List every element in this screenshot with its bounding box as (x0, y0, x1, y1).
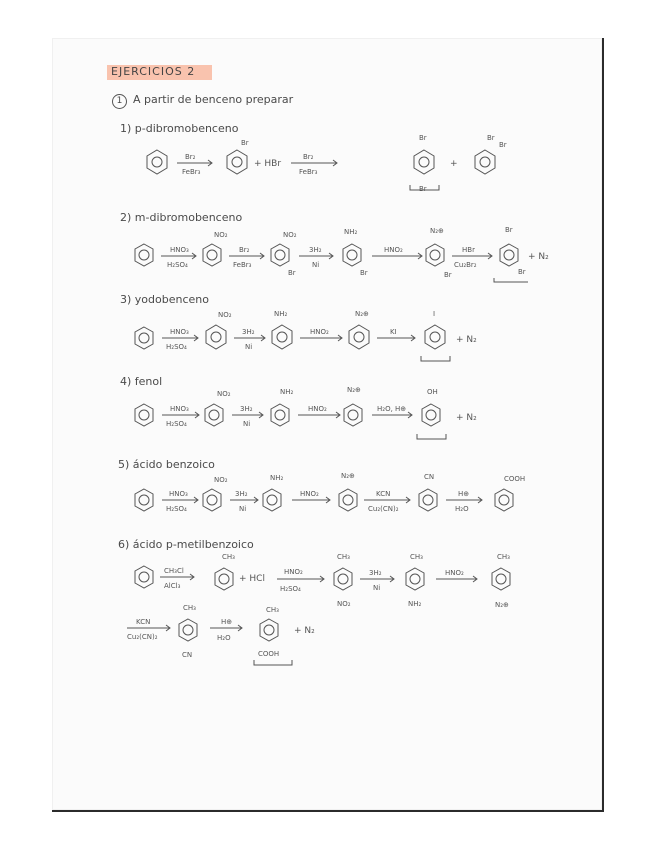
reagent-bottom: FeBr₃ (233, 261, 252, 269)
substituent-label: CH₃ (222, 553, 235, 561)
benzene-ring (205, 404, 223, 426)
reagent-top: 3H₂ (242, 328, 255, 336)
byproduct-label: + N₂ (456, 413, 477, 423)
reagent-top: HNO₃ (170, 405, 189, 413)
substituent-label: N₂⊕ (355, 310, 369, 318)
reagent-bottom: H₂SO₄ (166, 343, 187, 351)
benzene-ring (334, 568, 352, 590)
section-2-heading: 2) m-dibromobenceno (120, 211, 243, 224)
substituent-label: CH₃ (497, 553, 510, 561)
benzene-ring (271, 244, 289, 266)
section-4-heading: 4) fenol (120, 375, 163, 388)
substituent-label: COOH (504, 475, 526, 483)
reagent-top: CH₃Cl (164, 567, 184, 575)
benzene-ring (135, 489, 153, 511)
product-bracket (421, 356, 450, 361)
benzene-ring (147, 150, 167, 174)
plus-sign: + (450, 159, 458, 169)
substituent-label: CH₃ (266, 606, 279, 614)
substituent-label: Br (241, 139, 249, 147)
benzene-ring (492, 568, 510, 590)
reagent-top: H⊕ (458, 490, 470, 498)
substituent-label: NH₂ (280, 388, 294, 396)
substituent-label: N₂⊕ (430, 227, 444, 235)
reagent-bottom: Cu₂(CN)₂ (368, 505, 399, 513)
reagent-bottom: H₂SO₄ (167, 261, 188, 269)
reagent-top: 3H₂ (369, 569, 382, 577)
substituent-label: NO₂ (283, 231, 297, 239)
byproduct-label: + HCl (239, 574, 265, 584)
benzene-ring (135, 566, 153, 588)
substituent-label: Br (487, 134, 495, 142)
substituent-label: Br (499, 141, 507, 149)
reagent-top: HNO₃ (170, 246, 189, 254)
substituent-label: N₂⊕ (347, 386, 361, 394)
benzene-ring (414, 150, 434, 174)
substituent-label: Br (419, 134, 427, 142)
reagent-top: HBr (462, 246, 475, 254)
section-6-heading: 6) ácido p-metilbenzoico (118, 538, 254, 551)
byproduct-label: + HBr (254, 159, 282, 169)
reagent-top: H⊕ (221, 618, 233, 626)
reagent-bottom: H₂SO₄ (166, 505, 187, 513)
substituent-label: NO₂ (217, 390, 231, 398)
exercise-intro (112, 93, 293, 109)
benzene-ring (406, 568, 424, 590)
page-title: EJERCICIOS 2 (111, 65, 196, 78)
reagent-top: Br₂ (185, 153, 196, 161)
reagent-bottom: FeBr₃ (182, 168, 201, 176)
section-4-scheme (132, 384, 492, 449)
notebook-page (52, 38, 604, 812)
benzene-ring (500, 244, 518, 266)
reagent-bottom: Ni (239, 505, 247, 513)
benzene-ring (135, 244, 153, 266)
reagent-bottom: AlCl₃ (164, 582, 181, 590)
substituent-label: NH₂ (344, 228, 358, 236)
product-bracket (254, 660, 292, 665)
substituent-label: NH₂ (408, 600, 422, 608)
section-2-scheme (132, 220, 577, 290)
section-6-scheme-row2 (124, 606, 424, 676)
reagent-bottom: H₂SO₄ (280, 585, 301, 593)
benzene-ring (260, 619, 278, 641)
section-1-scheme (137, 133, 507, 198)
benzene-ring (422, 404, 440, 426)
substituent-label: CN (424, 473, 435, 481)
reagent-bottom: H₂O (455, 505, 469, 513)
reagent-bottom: Ni (373, 584, 381, 592)
reagent-top: HNO₂ (310, 328, 329, 336)
section-5-scheme (132, 468, 552, 533)
substituent-label: NO₂ (218, 311, 232, 319)
substituent-label: NO₂ (214, 476, 228, 484)
reagent-bottom: H₂SO₄ (166, 420, 187, 428)
substituent-label: Br (288, 269, 296, 277)
substituent-label: N₂⊕ (495, 601, 509, 609)
substituent-label: OH (427, 388, 438, 396)
benzene-ring (475, 150, 495, 174)
benzene-ring (215, 568, 233, 590)
benzene-ring (343, 244, 361, 266)
substituent-label: I (433, 310, 436, 318)
reagent-bottom: Ni (312, 261, 320, 269)
benzene-ring (495, 489, 513, 511)
substituent-label: Br (518, 268, 526, 276)
reagent-top: H₂O, H⊕ (377, 405, 407, 413)
byproduct-label: + N₂ (528, 252, 549, 262)
benzene-ring (425, 325, 445, 349)
product-bracket (417, 434, 446, 439)
benzene-ring (339, 489, 357, 511)
reagent-top: HNO₂ (308, 405, 327, 413)
benzene-ring (179, 619, 197, 641)
substituent-label: Br (360, 269, 368, 277)
reagent-top: HNO₃ (170, 328, 189, 336)
substituent-label: CH₃ (337, 553, 350, 561)
byproduct-label: + N₂ (294, 626, 315, 636)
substituent-label: N₂⊕ (341, 472, 355, 480)
substituent-label: CH₃ (410, 553, 423, 561)
reagent-top: HNO₃ (169, 490, 188, 498)
reagent-top: HNO₂ (284, 568, 303, 576)
substituent-label: COOH (258, 650, 280, 658)
substituent-label: Br (444, 271, 452, 279)
section-5-heading: 5) ácido benzoico (118, 458, 215, 471)
exercise-intro-text: A partir de benceno preparar (133, 93, 294, 106)
reagent-bottom: Cu₂(CN)₂ (127, 633, 158, 641)
benzene-ring (203, 244, 221, 266)
reagent-bottom: Ni (245, 343, 253, 351)
reagent-top: 3H₂ (309, 246, 322, 254)
byproduct-label: + N₂ (456, 335, 477, 345)
benzene-ring (135, 404, 153, 426)
reagent-top: 3H₂ (240, 405, 253, 413)
reagent-top: 3H₂ (235, 490, 248, 498)
exercise-number: 1 (112, 94, 127, 109)
benzene-ring (419, 489, 437, 511)
benzene-ring (227, 150, 247, 174)
benzene-ring (349, 325, 369, 349)
benzene-ring (135, 327, 153, 349)
benzene-ring (263, 489, 281, 511)
section-3-heading: 3) yodobenceno (120, 293, 209, 306)
substituent-label: Br (419, 185, 427, 193)
reagent-bottom: Ni (243, 420, 251, 428)
product-bracket (494, 278, 528, 282)
benzene-ring (272, 325, 292, 349)
benzene-ring (206, 325, 226, 349)
substituent-label: NO₂ (337, 600, 351, 608)
reagent-top: HNO₂ (445, 569, 464, 577)
reagent-top: HNO₂ (384, 246, 403, 254)
substituent-label: Br (505, 226, 513, 234)
title-highlight (107, 65, 212, 80)
reagent-bottom: FeBr₃ (299, 168, 318, 176)
substituent-label: NO₂ (214, 231, 228, 239)
benzene-ring (203, 489, 221, 511)
reagent-top: Br₂ (239, 246, 250, 254)
reagent-top: KI (390, 328, 397, 336)
section-3-scheme (132, 304, 492, 369)
reagent-top: KCN (376, 490, 391, 498)
reagent-bottom: H₂O (217, 634, 231, 642)
reagent-bottom: Cu₂Br₂ (454, 261, 477, 269)
substituent-label: CH₃ (183, 604, 196, 612)
reagent-top: Br₂ (303, 153, 314, 161)
benzene-ring (426, 244, 444, 266)
reagent-top: HNO₂ (300, 490, 319, 498)
substituent-label: NH₂ (274, 310, 288, 318)
substituent-label: NH₂ (270, 474, 284, 482)
reagent-top: KCN (136, 618, 151, 626)
benzene-ring (344, 404, 362, 426)
section-1-heading: 1) p-dibromobenceno (120, 122, 239, 135)
substituent-label: CN (182, 651, 193, 659)
benzene-ring (271, 404, 289, 426)
